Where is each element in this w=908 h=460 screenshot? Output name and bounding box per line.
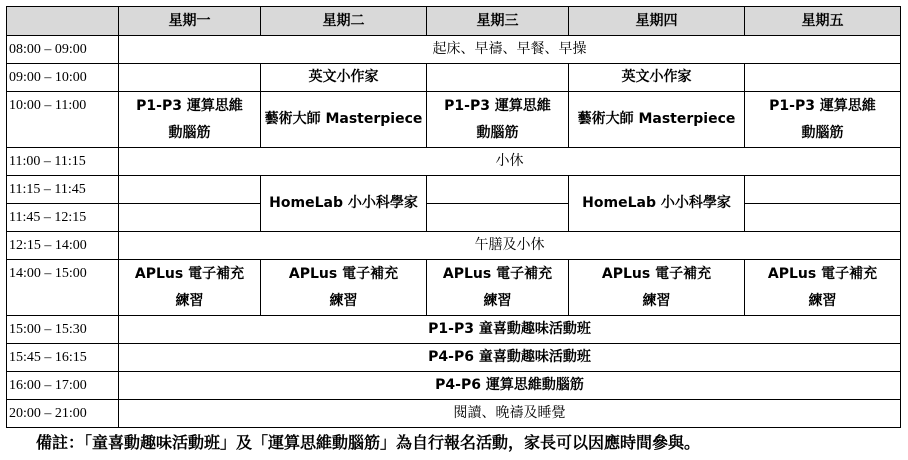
activity-line: 動腦筋 xyxy=(801,124,844,141)
activity-line: 動腦筋 xyxy=(476,124,519,141)
activity-computational xyxy=(119,92,261,148)
activity-line: 練習 xyxy=(642,292,671,309)
activity-p4p6-computational: P4-P6 運算思維動腦筋 xyxy=(119,372,901,400)
schedule-row xyxy=(7,148,901,176)
day-header-wed: 星期三 xyxy=(427,7,569,36)
time-cell: 11:15 – 11:45 xyxy=(7,176,119,204)
empty-cell xyxy=(427,64,569,92)
activity-line: P1-P3 運算思維 xyxy=(769,97,876,114)
activity-aplus xyxy=(119,260,261,316)
activity-art-master: 藝術大師 Masterpiece xyxy=(569,92,745,148)
empty-cell xyxy=(745,204,901,232)
time-cell: 16:00 – 17:00 xyxy=(7,372,119,400)
activity-homelab: HomeLab 小小科學家 xyxy=(569,176,745,232)
day-header-thu: 星期四 xyxy=(569,7,745,36)
activity-aplus xyxy=(261,260,427,316)
activity-line: APLus 電子補充 xyxy=(767,265,878,282)
time-cell: 09:00 – 10:00 xyxy=(7,64,119,92)
day-header-mon: 星期一 xyxy=(119,7,261,36)
time-cell: 15:00 – 15:30 xyxy=(7,316,119,344)
activity-night: 閱讀、晚禱及睡覺 xyxy=(119,400,901,428)
time-cell: 11:00 – 11:15 xyxy=(7,148,119,176)
activity-line: APLus 電子補充 xyxy=(288,265,399,282)
activity-aplus xyxy=(427,260,569,316)
activity-line: 練習 xyxy=(808,292,837,309)
time-cell: 15:45 – 16:15 xyxy=(7,344,119,372)
activity-line: APLus 電子補充 xyxy=(442,265,553,282)
schedule-row xyxy=(7,232,901,260)
activity-homelab: HomeLab 小小科學家 xyxy=(261,176,427,232)
empty-cell xyxy=(745,176,901,204)
schedule-row xyxy=(7,176,901,204)
weekly-schedule-table xyxy=(6,6,901,428)
corner-cell xyxy=(7,7,119,36)
activity-english-writer: 英文小作家 xyxy=(569,64,745,92)
time-cell: 14:00 – 15:00 xyxy=(7,260,119,316)
activity-computational xyxy=(427,92,569,148)
activity-art-master: 藝術大師 Masterpiece xyxy=(261,92,427,148)
activity-p4p6-fun: P4-P6 童喜動趣味活動班 xyxy=(119,344,901,372)
activity-line: P1-P3 運算思維 xyxy=(136,97,243,114)
schedule-row xyxy=(7,260,901,316)
time-cell: 10:00 – 11:00 xyxy=(7,92,119,148)
activity-break: 小休 xyxy=(119,148,901,176)
activity-computational xyxy=(745,92,901,148)
time-cell: 20:00 – 21:00 xyxy=(7,400,119,428)
activity-aplus xyxy=(569,260,745,316)
activity-line: APLus 電子補充 xyxy=(134,265,245,282)
empty-cell xyxy=(745,64,901,92)
activity-line: 練習 xyxy=(175,292,204,309)
schedule-row xyxy=(7,36,901,64)
schedule-row xyxy=(7,316,901,344)
activity-line: APLus 電子補充 xyxy=(601,265,712,282)
header-row xyxy=(7,7,901,36)
schedule-row xyxy=(7,372,901,400)
schedule-row xyxy=(7,204,901,232)
activity-line: 動腦筋 xyxy=(168,124,211,141)
activity-english-writer: 英文小作家 xyxy=(261,64,427,92)
time-cell: 11:45 – 12:15 xyxy=(7,204,119,232)
empty-cell xyxy=(119,64,261,92)
day-header-fri: 星期五 xyxy=(745,7,901,36)
footnote-remark: 備註：「童喜動趣味活動班」及「運算思維動腦筋」為自行報名活動，家長可以因應時間參與。 xyxy=(36,433,701,452)
empty-cell xyxy=(427,176,569,204)
empty-cell xyxy=(119,204,261,232)
activity-p1p3-fun: P1-P3 童喜動趣味活動班 xyxy=(119,316,901,344)
schedule-row xyxy=(7,92,901,148)
time-cell: 12:15 – 14:00 xyxy=(7,232,119,260)
empty-cell xyxy=(119,176,261,204)
schedule-row xyxy=(7,400,901,428)
day-header-tue: 星期二 xyxy=(261,7,427,36)
empty-cell xyxy=(427,204,569,232)
activity-aplus xyxy=(745,260,901,316)
activity-wakeup: 起床、早禱、早餐、早操 xyxy=(119,36,901,64)
schedule-row xyxy=(7,64,901,92)
schedule-row xyxy=(7,344,901,372)
activity-line: 練習 xyxy=(483,292,512,309)
activity-line: 練習 xyxy=(329,292,358,309)
activity-lunch: 午膳及小休 xyxy=(119,232,901,260)
time-cell: 08:00 – 09:00 xyxy=(7,36,119,64)
activity-line: P1-P3 運算思維 xyxy=(444,97,551,114)
